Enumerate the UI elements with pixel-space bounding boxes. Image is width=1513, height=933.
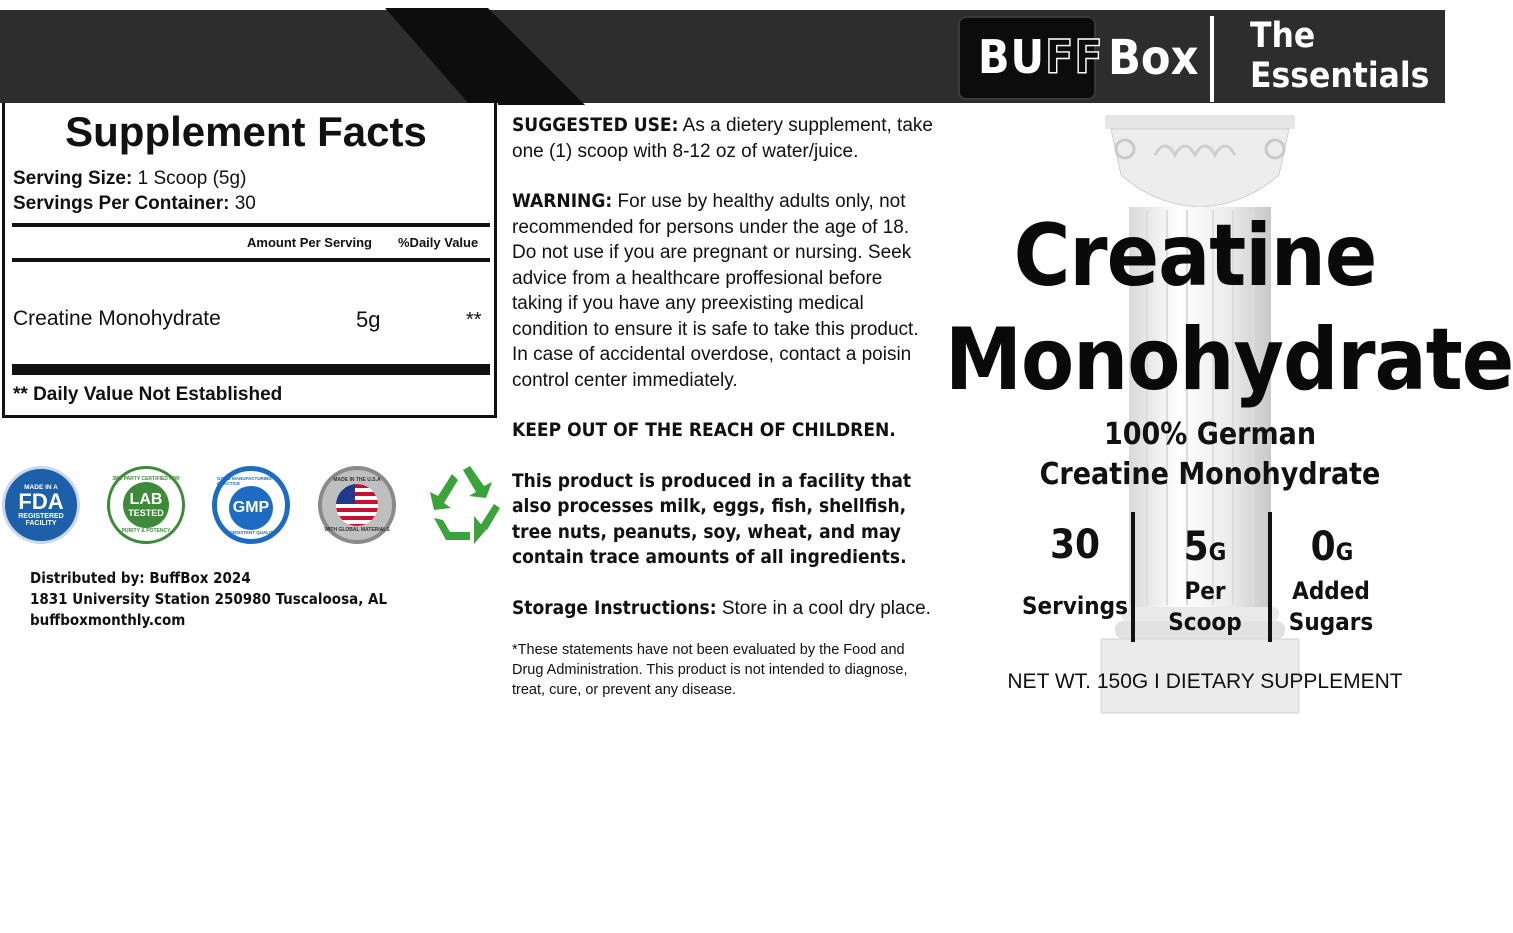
lab-tested-badge: 3RD PARTY CERTIFIED FOR LAB TESTED PURITY & POTENCY [107, 466, 185, 544]
ingredient-amount: 5g [356, 307, 381, 332]
recycle-icon [424, 466, 502, 544]
distributor-info: Distributed by: BuffBox 2024 1831 University Station 250980 Tuscaloosa, AL buffboxmonthly.com [30, 569, 388, 629]
us-flag-icon [335, 483, 379, 527]
servings-count: 30 [1049, 522, 1101, 568]
logo-box-word: Box [1108, 30, 1199, 86]
added-sugars-label: Added Sugars [1288, 577, 1374, 636]
suggested-use: SUGGESTED USE: As a dietery supplement, take one (1) scoop with 8-12 oz of water/juice. [512, 114, 933, 162]
product-title: Creatine Monohydrate [945, 206, 1513, 410]
daily-value-header: %Daily Value [398, 235, 479, 250]
product-subtitle: 100% German Creatine Monohydrate [1039, 417, 1381, 492]
stat-divider [1131, 512, 1135, 642]
added-sugars-amount: 0G [1310, 524, 1354, 570]
gmp-seal: GMP [229, 486, 273, 530]
fda-badge: MADE IN A FDA REGISTERED FACILITY [2, 466, 80, 544]
net-weight: NET WT. 150G I DIETARY SUPPLEMENT [1007, 670, 1403, 693]
per-scoop-label: Per Scoop [1168, 577, 1242, 636]
tagline: The Essentials [1250, 16, 1430, 96]
top-band-notch [0, 0, 600, 110]
logo-buff: BUFF [978, 30, 1104, 84]
servings-per-container: Servings Per Container: 30 [13, 193, 256, 214]
storage-instructions: Storage Instructions: Store in a cool dry place. [512, 596, 931, 619]
label-text-column [512, 113, 937, 715]
amount-per-serving-header: Amount Per Serving [247, 235, 372, 250]
allergen-statement: This product is produced in a facility that also processes milk, eggs, fish, shellfish, tree nuts, peanuts, soy, wheat, and may contain trace amounts of all ingredients. [512, 469, 912, 568]
lab-tested-seal: LAB TESTED [123, 482, 169, 528]
supplement-facts-title: Supplement Facts [65, 108, 427, 155]
logo-divider [1210, 16, 1214, 102]
fda-disclaimer: *These statements have not been evaluated by the Food and Drug Administration. This product is not intended to diagnose, treat, cure, or prevent any disease. [512, 642, 908, 698]
gmp-badge: GOOD MANUFACTURING PRACTICE GMP CONSISTENT QUALITY [212, 466, 290, 544]
serving-size: Serving Size: 1 Scoop (5g) [13, 168, 247, 189]
warning: WARNING: For use by healthy adults only, not recommended for persons under the age of 18. Do not use if you are pregnant or nursing. Seek advice from a healthcare proffesional before taking if you have any preexisting medical condition to ensure it is safe to take this product. In case of accidental overdose, contact a poisin control center immediately. [512, 190, 919, 391]
facts-rule [12, 364, 490, 375]
facts-rule [12, 258, 490, 262]
made-in-usa-badge: MADE IN THE U.S.A WITH GLOBAL MATERIALS [318, 466, 396, 544]
per-scoop-amount: 5G [1183, 524, 1227, 570]
facts-rule [12, 223, 490, 227]
stat-divider [1268, 512, 1272, 642]
ingredient-daily-value: ** [466, 309, 482, 331]
servings-label: Servings [1021, 592, 1128, 620]
facts-footnote: ** Daily Value Not Established [13, 384, 283, 405]
keep-out-warning: KEEP OUT OF THE REACH OF CHILDREN. [512, 419, 896, 441]
ingredient-name: Creatine Monohydrate [13, 307, 221, 330]
